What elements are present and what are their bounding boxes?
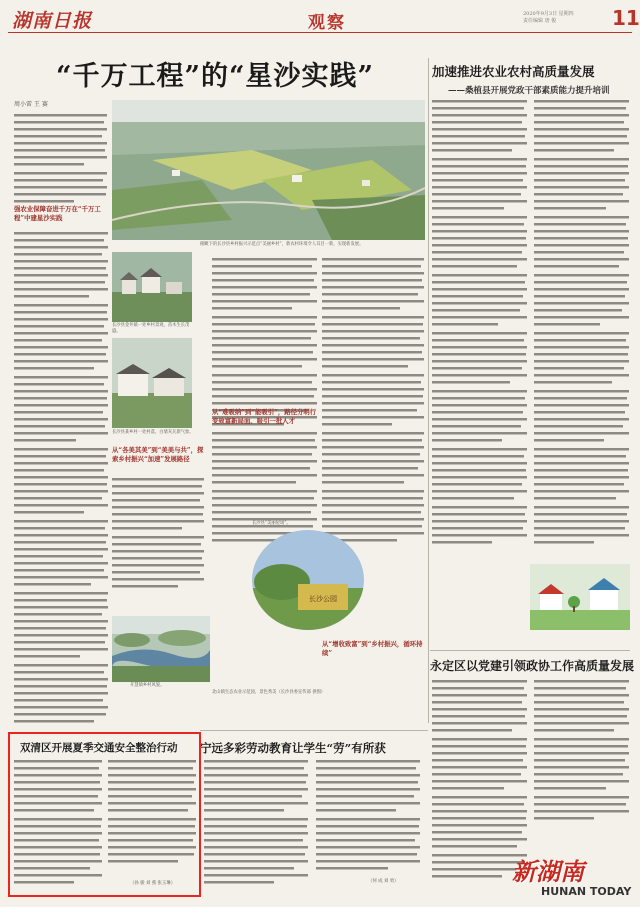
hunan-today-logo: 新湖南	[512, 857, 584, 886]
text-lines-graphic	[204, 760, 426, 890]
photo-caption: 长沙县某乡村一处村落，白墙灰瓦新气象。	[112, 430, 194, 435]
column-divider	[428, 58, 429, 723]
subhead-4: 从“增收致富”到“乡村振兴，循环持续”	[322, 640, 423, 657]
photo-caption: 俯瞰下的长沙县乡村振兴示范点“美丽乡村”，新农村环境令人耳目一新，实现新发展。	[200, 242, 364, 247]
subhead-3: 从“难吸纳”到“能吸引”，路径分明行变致富新局面、吸引一批人才	[212, 408, 317, 425]
illustration-farm	[530, 564, 630, 630]
photo-caption: 长沙县金井镇一处乡村景观，苗木生长茂盛。	[112, 323, 190, 334]
article-headline-ningyuan: 宁远多彩劳动教育让学生“劳”有所获	[200, 741, 386, 755]
section-title: 观察	[308, 13, 346, 33]
article-headline-yongding: 永定区以党建引领政协工作高质量发展	[430, 659, 635, 673]
photo-village-aerial	[112, 252, 192, 322]
text-lines-graphic	[14, 760, 198, 890]
photo-caption: 北山镇生态农业示范园，景色秀美（长沙县委宣传部 供图）	[212, 690, 326, 695]
page-number: 11	[612, 6, 640, 30]
text-lines-graphic	[112, 478, 206, 608]
byline-credit: （孙 骏 刘 燕 张玉琳）	[130, 881, 176, 886]
park-sign-text: 长沙公园	[309, 595, 337, 603]
photo-river-landscape	[112, 616, 210, 682]
byline: 周小雷 王 赛	[14, 101, 48, 108]
photo-village-houses	[112, 338, 192, 428]
main-headline: “千万工程”的“星沙实践”	[55, 61, 375, 92]
issue-meta: 2020年9月3日 星期四 责任编辑 唐 俊	[523, 11, 574, 24]
right-headline: 加速推进农业农村高质量发展	[432, 64, 595, 79]
photo-main-aerial	[112, 100, 425, 240]
newspaper-logo: 湖南日报	[12, 10, 93, 32]
section-divider	[430, 650, 630, 651]
masthead	[8, 6, 640, 33]
photo-caption: 开慧镇乡村风貌。	[130, 683, 165, 688]
photo-caption: 长沙县“美丽屋场”。	[252, 521, 291, 526]
right-subheadline: ——桑植县开展党政干部素质能力提升培训	[448, 86, 610, 96]
hunan-today-logo-en: HUNAN TODAY	[541, 885, 632, 898]
text-lines-graphic	[14, 232, 110, 732]
section-divider	[200, 730, 428, 731]
subhead-1: 强农业保障奋进千万在“千万工程”中建星沙实践	[14, 205, 101, 222]
byline-credit: （何 成 刘 勇）	[368, 879, 399, 884]
photo-park-sign	[252, 530, 364, 630]
text-lines-graphic	[432, 100, 632, 550]
subhead-2: 从“各美其美”到“美美与共”，探索乡村振兴“加速”发展路径	[112, 446, 204, 463]
article-headline-shuangqing: 双清区开展夏季交通安全整治行动	[20, 742, 178, 754]
